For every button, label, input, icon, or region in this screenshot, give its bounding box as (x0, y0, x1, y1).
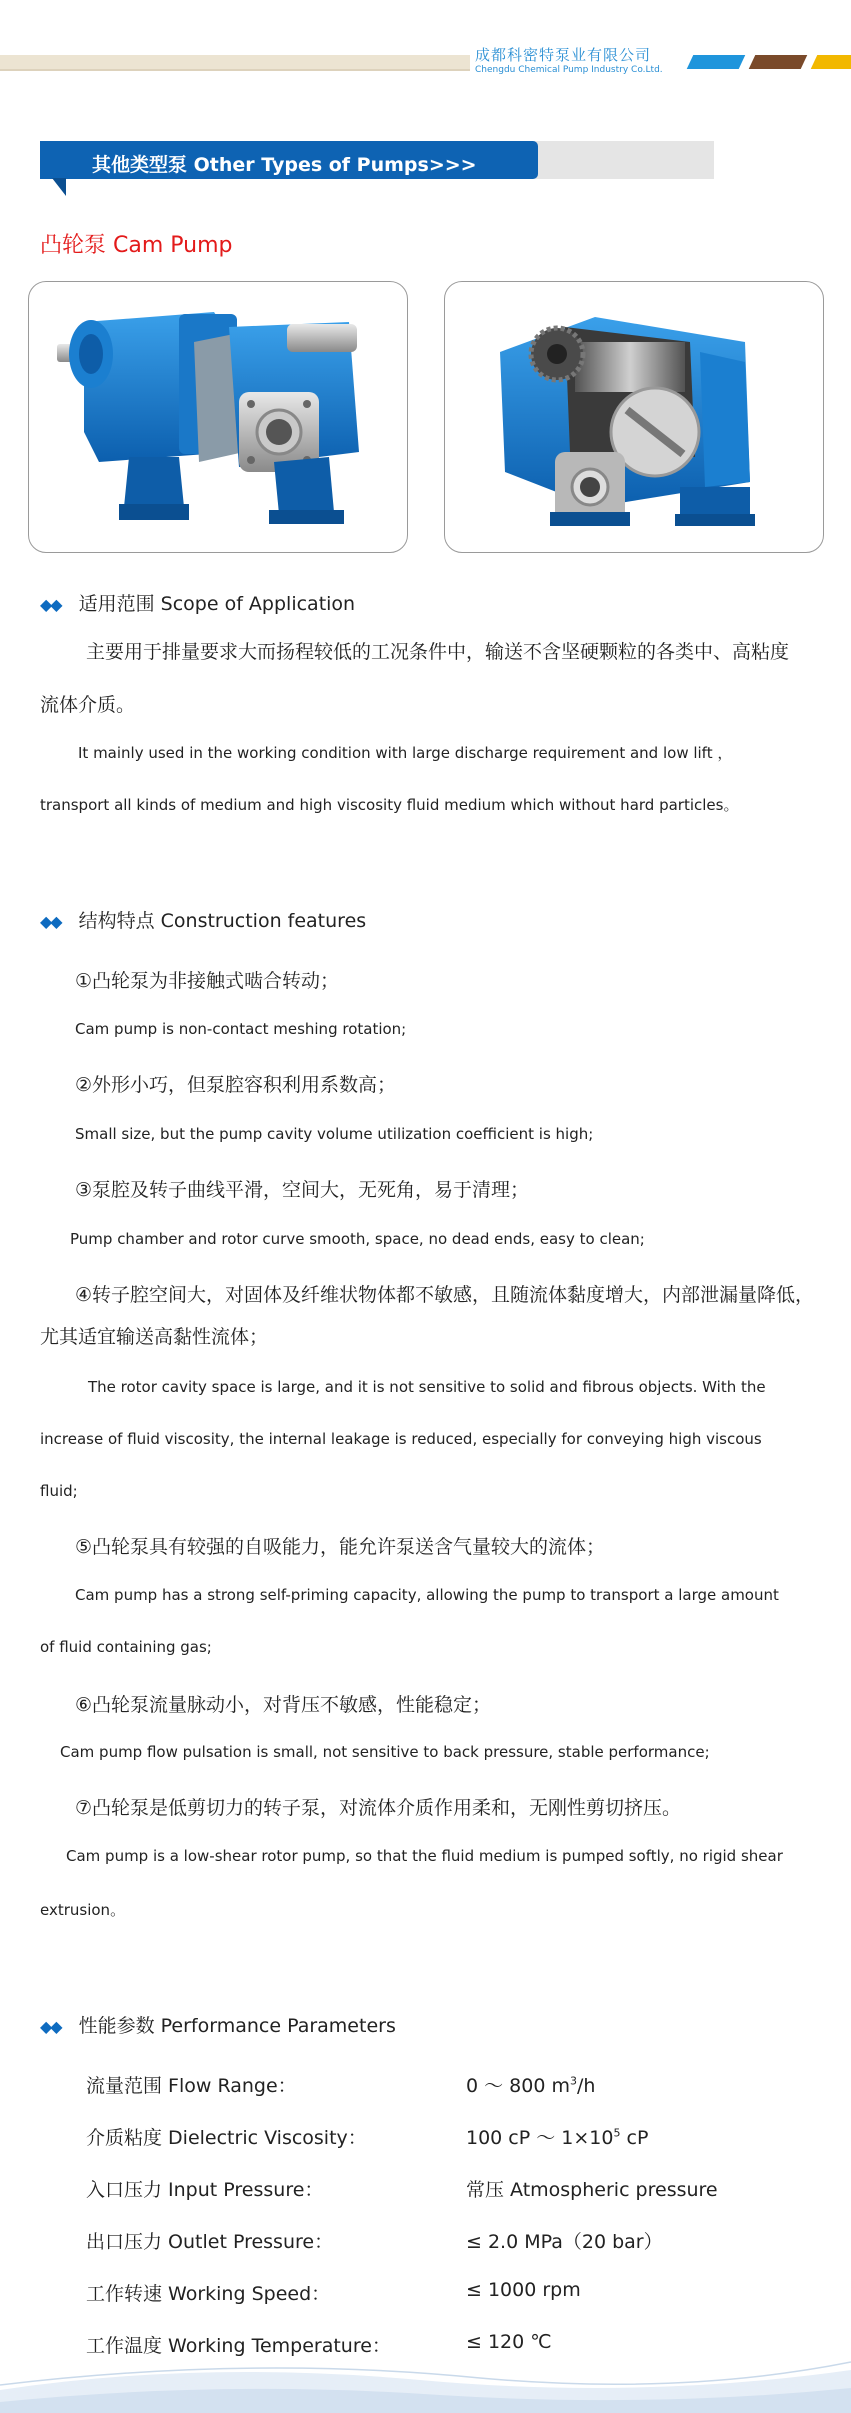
header-accent-brown (749, 55, 808, 69)
feature-4-en-line1: The rotor cavity space is large, and it is not sensitive to solid and fibrous objects. With the (88, 1378, 766, 1396)
application-cn-line2: 流体介质。 (40, 694, 136, 716)
application-heading (40, 589, 355, 616)
param-value-flow-range: 0 ～ 800 $m^3/h$ (466, 2074, 596, 2097)
feature-4-cn-line1: ④转子腔空间大，对固体及纤维状物体都不敏感，且随流体黏度增大，内部泄漏量降低， (75, 1284, 815, 1306)
header-stripe (0, 55, 470, 69)
feature-1-cn: ①凸轮泵为非接触式啮合转动； (75, 970, 340, 992)
header-stripe-shadow (0, 69, 470, 71)
feature-6-en: Cam pump flow pulsation is small, not sensitive to back pressure, stable performance; (60, 1743, 710, 1761)
feature-7-en-line1: Cam pump is a low-shear rotor pump, so that the fluid medium is pumped softly, no rigid shear (66, 1847, 783, 1865)
company-name-en: Chengdu Chemical Pump Industry Co.Ltd. (475, 65, 663, 75)
diamond-bullet-icon: ◆◆ (40, 2017, 61, 2036)
feature-3-en: Pump chamber and rotor curve smooth, space, no dead ends, easy to clean; (70, 1230, 645, 1248)
application-en-line2: transport all kinds of medium and high viscosity fluid medium which without hard particles。 (40, 796, 739, 814)
param-value-input-pressure: 常压 Atmospheric pressure (466, 2179, 718, 2201)
param-value-outlet-pressure: ≤ 2.0 MPa（20 bar） (466, 2231, 663, 2253)
param-label-input-pressure: 入口压力 Input Pressure： (86, 2179, 324, 2201)
param-value-working-temperature: ≤ 120 ℃ (466, 2331, 552, 2353)
header-accent-blue (687, 55, 746, 69)
application-cn-line1: 主要用于排量要求大而扬程较低的工况条件中，输送不含坚硬颗粒的各类中、高粘度 (86, 641, 790, 663)
product-title: 凸轮泵 Cam Pump (40, 233, 233, 258)
feature-7-en-line2: extrusion。 (40, 1901, 126, 1919)
param-label-working-temperature: 工作温度 Working Temperature： (86, 2335, 391, 2357)
cam-pump-photo-cutaway (444, 281, 824, 553)
param-label-flow-range: 流量范围 Flow Range： (86, 2075, 297, 2097)
section-banner-title: 其他类型泵 Other Types of Pumps>>> (92, 154, 477, 176)
feature-1-en: Cam pump is non-contact meshing rotation; (75, 1020, 407, 1038)
application-heading-text: 适用范围 Scope of Application (78, 593, 356, 615)
param-value-viscosity: 100 cP ～ $1\times 10^5$ cP (466, 2126, 649, 2149)
feature-5-en-line1: Cam pump has a strong self-priming capacity, allowing the pump to transport a large amount (75, 1586, 779, 1604)
feature-5-en-line2: of fluid containing gas; (40, 1638, 212, 1656)
construction-heading-text: 结构特点 Construction features (78, 910, 367, 932)
feature-7-cn: ⑦凸轮泵是低剪切力的转子泵，对流体介质作用柔和，无刚性剪切挤压。 (75, 1797, 682, 1819)
diamond-bullet-icon: ◆◆ (40, 595, 61, 614)
feature-4-en-line2: increase of fluid viscosity, the internal leakage is reduced, especially for conveying high viscous (40, 1430, 762, 1448)
application-en-line1: It mainly used in the working condition with large discharge requirement and low lift ， (78, 744, 733, 762)
performance-heading-text: 性能参数 Performance Parameters (78, 2015, 396, 2037)
header-accent-yellow (811, 55, 851, 69)
company-name-cn: 成都科密特泵业有限公司 (475, 46, 652, 64)
cam-pump-photo-exterior (28, 281, 408, 553)
feature-6-cn: ⑥凸轮泵流量脉动小，对背压不敏感，性能稳定； (75, 1694, 492, 1716)
feature-2-cn: ②外形小巧，但泵腔容积利用系数高； (75, 1074, 397, 1096)
section-banner-tail (52, 178, 66, 196)
param-label-outlet-pressure: 出口压力 Outlet Pressure： (86, 2231, 334, 2253)
param-value-working-speed: ≤ 1000 rpm (466, 2279, 581, 2301)
construction-heading (40, 906, 366, 933)
feature-4-cn-line2: 尤其适宜输送高黏性流体； (40, 1326, 269, 1348)
bottom-wave-decoration (0, 2340, 851, 2413)
diamond-bullet-icon: ◆◆ (40, 912, 61, 931)
feature-3-cn: ③泵腔及转子曲线平滑，空间大，无死角，易于清理； (75, 1179, 530, 1201)
feature-2-en: Small size, but the pump cavity volume utilization coefficient is high; (75, 1125, 594, 1143)
performance-heading (40, 2011, 396, 2038)
param-label-working-speed: 工作转速 Working Speed： (86, 2283, 331, 2305)
feature-4-en-line3: fluid; (40, 1482, 78, 1500)
feature-5-cn: ⑤凸轮泵具有较强的自吸能力，能允许泵送含气量较大的流体； (75, 1536, 606, 1558)
param-label-viscosity: 介质粘度 Dielectric Viscosity： (86, 2127, 367, 2149)
